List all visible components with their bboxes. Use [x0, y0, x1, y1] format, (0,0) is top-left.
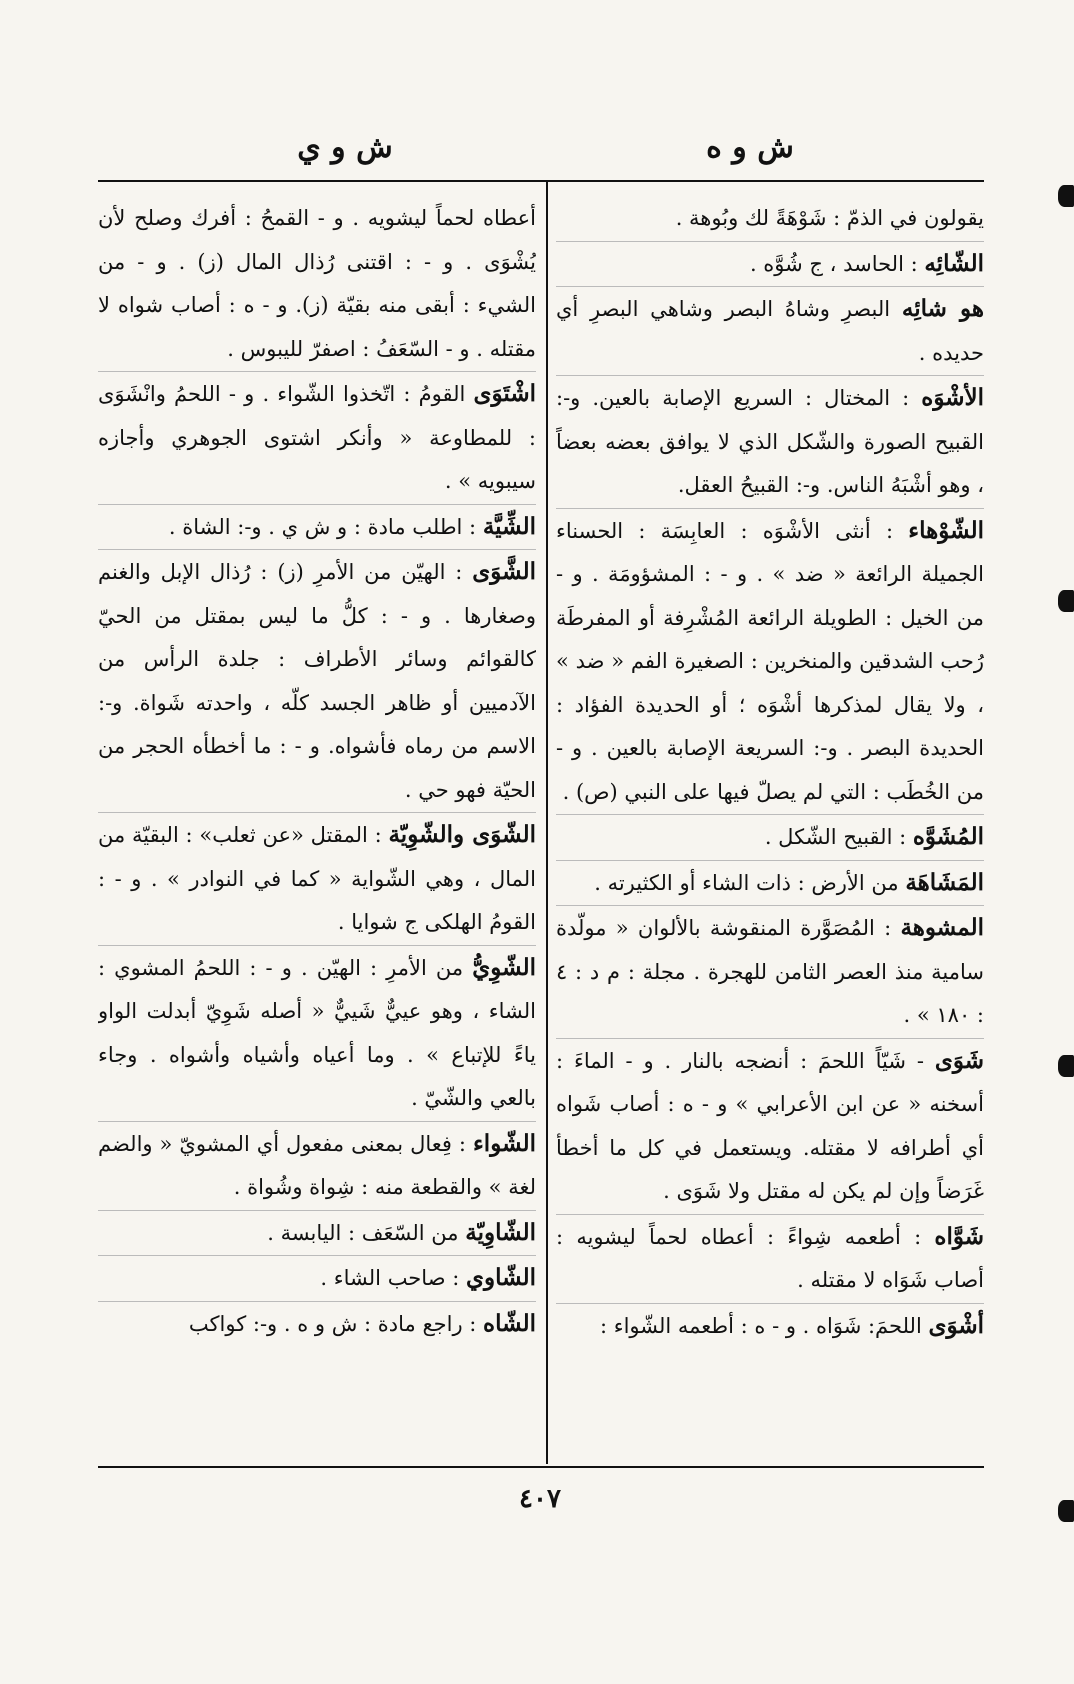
entry: [556, 860, 984, 906]
entry: [556, 905, 984, 1038]
entry: [98, 549, 536, 812]
headword: الشِّيَّة: [482, 512, 536, 540]
page-number: ٤٠٧: [519, 1484, 561, 1514]
headword: الشّائِه: [924, 249, 984, 277]
entry: [98, 945, 536, 1121]
headword: الشّوْهاء: [908, 516, 984, 544]
definition: : فِعال بمعنى مفعول أي المشويّ « والضم لغة » والقطعة منه : شِواة وشُواة .: [98, 1131, 536, 1199]
entry: [556, 375, 984, 508]
definition: : أطعمه شِواءً : أعطاه لحماً ليشويه : أصاب شَوَاه لا مقتله .: [556, 1224, 984, 1292]
headword: الشّاوي: [465, 1264, 536, 1291]
scan-mark: [1058, 185, 1074, 207]
definition: القومُ : اتّخذوا الشّواء . و - اللحمُ وانْشَوَى : للمطاوعة « وأنكر اشتوى الجوهري وأجازه سيبويه » .: [98, 382, 536, 493]
definition: : المُصَوَّرة المنقوشة بالألوان « مولّدة سامية منذ العصر الثامن للهجرة . مجلة : م د : ٤ : ١٨٠ » .: [556, 916, 984, 1027]
headword: اشْتَوَى: [473, 380, 536, 407]
definition: أعطاه لحماً ليشويه . و - القمحُ : أفرك وصلح لأن يُشْوَى . و - : اقتنى رُذال المال (ز) . و - من الشيء : أبقى منه بقيّة (ز). و - ه : أصاب شواه لا مقتله . و - السّعَفُ : اصفرّ لليبوس .: [98, 206, 536, 361]
entry: [556, 286, 984, 375]
definition: : المقتل «عن ثعلب» : البقيّة من المال ، وهي الشّواية « كما في النوادر » . و - : القومُ الهلكى ج شوايا .: [98, 823, 536, 934]
headword: الشَّوَى: [472, 558, 536, 585]
entry: [556, 1038, 984, 1214]
definition: يقولون في الذمّ : شَوْهَةً لك وبُوهة .: [675, 206, 984, 230]
entry: [556, 508, 984, 815]
entry: [98, 812, 536, 945]
definition: : الحاسد ، ج شُوَّه .: [749, 251, 925, 276]
definition: : القبيح الشّكل .: [764, 825, 913, 849]
headword: الشّاوِيّة: [465, 1218, 536, 1246]
entry: [98, 1255, 536, 1301]
entry: [98, 371, 536, 504]
definition: البصرِ وشاهُ البصر وشاهي البصرِ أي حديده .: [556, 297, 984, 365]
entry: [98, 1121, 536, 1210]
bottom-rule: [98, 1466, 984, 1468]
headword: الشّوِيُّ: [472, 953, 536, 981]
column-divider: [546, 182, 548, 1464]
scan-mark: [1058, 1500, 1074, 1522]
scan-mark: [1058, 1055, 1074, 1077]
left-column-header: ش و ي: [297, 130, 393, 165]
headword: أشْوَى: [928, 1311, 984, 1339]
entry: [556, 814, 984, 860]
entry: [556, 241, 984, 287]
headword: المشوهة: [900, 914, 984, 941]
left-column: [98, 196, 536, 1458]
scan-mark: [1058, 590, 1074, 612]
entry: [98, 1301, 536, 1347]
definition: : الهيّن من الأمرِ (ز) : رُذال الإبل والغنم وصغارها . و - : كلُّ ما ليس بمقتل من الحيّ كالقوائم وسائر الأطراف : جلدة الرأس من الآدميين أو ظاهر الجسد كلّه ، واحدته شَواة. و-: الاسم من رماه فأشواه. و - : ما أخطأه الحجر من الحيّة فهو حي .: [98, 560, 536, 802]
entry: [98, 1210, 536, 1256]
definition: : اطلب مادة : و ش ي . و-: الشاة .: [168, 514, 483, 539]
headword: شَوَى: [934, 1046, 984, 1074]
entry: [556, 1303, 984, 1349]
entry: [98, 196, 536, 371]
top-rule: [98, 180, 984, 182]
headword: المُشَوَّه: [912, 823, 984, 850]
definition: : راجع مادة : ش و ه . و-: كواكب: [188, 1311, 484, 1336]
headword: الشّواء: [472, 1129, 536, 1157]
headword: الأشْوَه: [921, 384, 984, 411]
definition: اللحمَ: شَوَاه . و - ه : أطعمه الشّواء :: [599, 1313, 929, 1338]
definition: من السّعَف : اليابسة .: [267, 1220, 466, 1245]
headword: شَوَّاه: [934, 1222, 984, 1250]
definition: : صاحب الشاء .: [320, 1266, 466, 1290]
headword: الشّاه: [483, 1309, 536, 1337]
definition: - شَيّاً اللحمَ : أنضجه بالنار . و - الماءَ : أسخنه « عن ابن الأعرابي » و - ه : أصاب شَواه أي أطرافه لا مقتله. ويستعمل في كل ما أخطأ غَرَضاً وإن لم يكن له مقتل ولا شَوَى .: [556, 1048, 984, 1203]
entry: [556, 196, 984, 241]
right-column-header: ش و ه: [706, 130, 794, 165]
right-column: [556, 196, 984, 1458]
entry: [98, 504, 536, 550]
headword: المَشَاهَة: [905, 868, 984, 896]
definition: من الأمرِ : الهيّن . و - : اللحمُ المشوي : الشاء ، وهو عييٌّ شَييٌّ « أصله شَوِيّ أبدلت الواو ياءً للإتباع » . وما أعياه وأشياه وأشواه . وجاء بالعي والشّيّ .: [98, 955, 536, 1110]
definition: من الأرض : ذات الشاء أو الكثيرته .: [594, 870, 906, 895]
headword: هو شائِه: [901, 295, 984, 322]
entry: [556, 1214, 984, 1303]
definition: : أنثى الأشْوَه : العابِسَة : الحسناء الجميلة الرائعة « ضد » . و - : المشؤومَة . و - من الخيل : الطويلة الرائعة المُشْرِفة أو المفرطَة رُحب الشدقين والمنخرين : الصغيرة الفم « ضد » ، ولا يقال لمذكرها أشْوَه ؛ أو الحديدة الفؤاد : الحديدة البصر . و-: السريعة الإصابة بالعين . و - من الخُطَب : التي لم يصلّ فيها على النبي (ص) .: [556, 518, 984, 804]
headword: الشّوَى والشّوِيّة: [388, 821, 536, 848]
definition: : المختال : السريع الإصابة بالعين. و-: القبيح الصورة والشّكل الذي لا يوافق بعضه بعضاً ، وهو أشْبَهُ الناس. و-: القبيحُ العقل.: [556, 386, 984, 497]
